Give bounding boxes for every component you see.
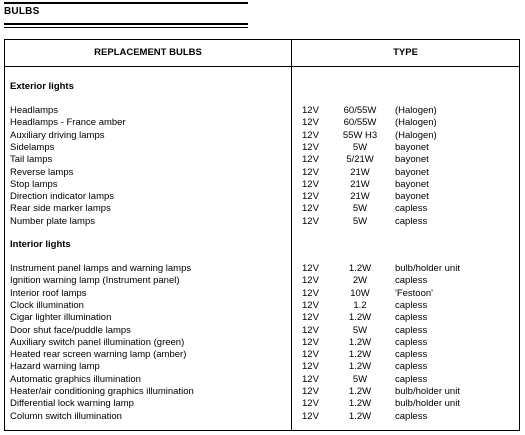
bulb-voltage: 12V [302,312,319,324]
bulb-type: bayonet [395,166,429,178]
bulb-name: Interior roof lamps [10,287,87,299]
table-row [5,216,519,228]
bulbs-table [4,39,520,431]
bulb-type: bulb/holder unit [395,263,460,274]
bulb-wattage: 5W [352,203,368,215]
bulb-type: bayonet [395,191,429,203]
bulb-name: Column switch illumination [10,410,122,422]
bulb-voltage: 12V [302,129,319,141]
bulb-voltage: 12V [302,166,319,178]
bulb-type: bayonet [395,141,429,153]
bulb-name: Heated rear screen warning lamp (amber) [10,349,187,361]
bulb-wattage: 5W [352,215,368,227]
table-row [5,117,519,129]
title-underline [4,23,248,25]
bulb-type: capless [395,361,428,373]
section-heading: Exterior lights [10,81,74,92]
bulb-voltage: 12V [302,105,319,116]
bulb-type: capless [395,215,428,227]
bulb-wattage: 1.2W [348,349,372,361]
bulb-voltage: 12V [302,287,319,299]
bulb-voltage: 12V [302,299,319,311]
bulb-name: Headlamps - France amber [10,117,126,129]
bulb-voltage: 12V [302,191,319,203]
bulb-voltage: 12V [302,410,319,422]
bulb-voltage: 12V [302,336,319,348]
bulb-voltage: 12V [302,386,319,397]
bulb-type: capless [395,373,428,385]
title-underline-thin [4,27,248,28]
bulb-type: capless [395,203,428,215]
bulb-wattage: 21W [350,178,370,190]
header-type: TYPE [393,47,418,58]
bulb-wattage: 10W [350,287,370,299]
bulb-name: Sidelamps [10,141,55,153]
bulb-type: (Halogen) [395,105,437,116]
bulb-wattage: 5W [352,324,368,336]
bulb-type: (Halogen) [395,117,437,129]
bulb-type: capless [395,324,428,336]
bulb-name: Stop lamps [10,178,58,190]
bulb-type: bulb/holder unit [395,398,460,410]
bulb-type: (Halogen) [395,129,437,141]
table-row [5,105,519,117]
bulb-voltage: 12V [302,117,319,129]
header-divider [5,66,519,67]
bulb-name: Direction indicator lamps [10,191,115,203]
bulb-wattage: 60/55W [343,117,377,129]
bulb-type: capless [395,312,428,324]
bulb-name: Headlamps [10,105,59,116]
table-row [5,142,519,154]
bulb-wattage: 5W [352,373,368,385]
bulb-voltage: 12V [302,398,319,410]
table-row [5,386,519,398]
bulb-type: capless [395,275,428,287]
bulb-wattage: 21W [350,166,370,178]
bulb-wattage: 1.2W [348,386,372,397]
table-row [5,349,519,361]
bulb-name: Differential lock warning lamp [10,398,134,410]
bulb-type: bayonet [395,178,429,190]
table-row [5,337,519,349]
bulb-name: Heater/air conditioning graphics illumination [10,386,194,397]
table-row [5,374,519,386]
table-row [5,154,519,166]
bulb-wattage: 1.2W [348,336,372,348]
table-row [5,263,519,275]
bulb-type: bayonet [395,154,429,166]
page-title: BULBS [4,6,40,17]
bulb-voltage: 12V [302,275,319,287]
table-row [5,361,519,373]
bulb-wattage: 5/21W [346,154,374,166]
table-row [5,167,519,179]
table-row [5,325,519,337]
table-row [5,300,519,312]
bulb-voltage: 12V [302,203,319,215]
bulb-wattage: 1.2W [348,398,372,410]
bulb-voltage: 12V [302,178,319,190]
bulb-name: Auxiliary switch panel illumination (green) [10,336,185,348]
bulb-wattage: 2W [352,275,368,287]
bulb-voltage: 12V [302,324,319,336]
bulb-voltage: 12V [302,361,319,373]
bulb-voltage: 12V [302,263,319,274]
bulb-name: Door shut face/puddle lamps [10,324,131,336]
bulb-wattage: 1.2W [348,361,372,373]
bulb-wattage: 21W [350,191,370,203]
bulb-name: Instrument panel lamps and warning lamps [10,263,192,274]
bulb-name: Auxiliary driving lamps [10,129,105,141]
top-rule [4,2,248,4]
bulb-name: Reverse lamps [10,166,74,178]
bulb-wattage: 1.2W [348,263,372,274]
table-row [5,411,519,423]
bulb-name: Number plate lamps [10,215,96,227]
bulb-type: capless [395,299,428,311]
table-row [5,179,519,191]
bulb-type: bulb/holder unit [395,386,460,397]
bulb-wattage: 55W H3 [342,129,378,141]
bulb-voltage: 12V [302,141,319,153]
bulb-name: Clock illumination [10,299,84,311]
bulb-name: Hazard warning lamp [10,361,100,373]
bulb-name: Automatic graphics illumination [10,373,141,385]
bulb-wattage: 1.2 [353,299,367,311]
bulb-voltage: 12V [302,215,319,227]
bulb-name: Rear side marker lamps [10,203,111,215]
table-row [5,275,519,287]
bulb-wattage: 5W [352,141,368,153]
bulb-type: capless [395,410,428,422]
bulb-voltage: 12V [302,373,319,385]
bulb-voltage: 12V [302,154,319,166]
table-row [5,130,519,142]
table-row [5,191,519,203]
bulb-type: capless [395,336,428,348]
bulb-name: Tail lamps [10,154,53,166]
bulb-name: Ignition warning lamp (Instrument panel) [10,275,180,287]
section-heading: Interior lights [10,239,71,250]
bulb-type: 'Festoon' [395,287,433,299]
bulb-wattage: 1.2W [348,410,372,422]
bulb-wattage: 60/55W [343,105,377,116]
header-replacement-bulbs: REPLACEMENT BULBS [94,47,202,58]
table-row [5,288,519,300]
bulb-voltage: 12V [302,349,319,361]
bulb-wattage: 1.2W [348,312,372,324]
table-row [5,312,519,324]
table-row [5,203,519,215]
bulb-type: capless [395,349,428,361]
table-row [5,398,519,410]
bulb-name: Cigar lighter illumination [10,312,112,324]
